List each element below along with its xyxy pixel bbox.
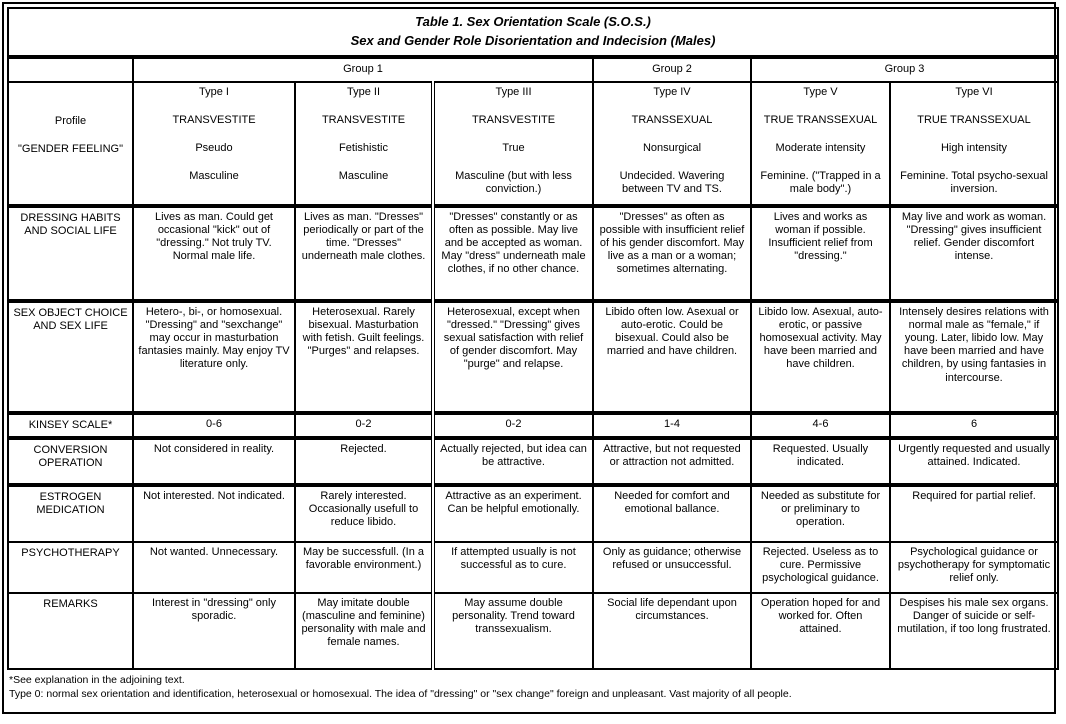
type-number: Type IV (653, 85, 691, 98)
type-name: TRUE TRANSSEXUAL (917, 113, 1031, 126)
table-cell: 4-6 (751, 413, 890, 438)
type-feeling: Undecided. Wavering between TV and TS. (619, 169, 725, 195)
type-header-4 (593, 82, 751, 206)
type-subtype: Moderate intensity (775, 141, 866, 154)
table-cell: Rejected. (295, 438, 433, 485)
type-number: Type VI (955, 85, 993, 98)
type-number: Type III (495, 85, 532, 98)
table-cell: Requested. Usually indicated. (751, 438, 890, 485)
type-header-2 (295, 82, 433, 206)
table-cell: Not interested. Not indicated. (133, 485, 295, 542)
type-name: TRANSVESTITE (471, 113, 556, 126)
table-cell: Libido often low. Asexual or auto-erotic. Could be bisexual. Could also be married and have children. (593, 301, 751, 413)
row-estrogen-medication (8, 485, 1058, 542)
group-header-group3: Group 3 (751, 57, 1058, 82)
footnote-line2: Type 0: normal sex orientation and identification, heterosexual or homosexual. The idea of "dressing" or "sex change" foreign and unpleasant. Vast majority of all people. (9, 687, 792, 700)
table-cell: Despises his male sex organs. Danger of suicide or self-mutilation, if too long frustrated. (890, 593, 1058, 669)
table-cell: Intensely desires relations with normal male as "female," if young. Later, libido low. May have been married and have children, by using fantasies in intercourse. (890, 301, 1058, 413)
type-name: TRANSVESTITE (321, 113, 406, 126)
table-cell: 0-2 (295, 413, 433, 438)
row-conversion-operation (8, 438, 1058, 485)
type-header-5 (751, 82, 890, 206)
group-header-row (8, 57, 1058, 82)
type-subtype: Nonsurgical (642, 141, 702, 154)
footnotes (7, 670, 1051, 701)
table-cell: May live and work as woman. "Dressing" gives insufficient relief. Gender discomfort intense. (890, 206, 1058, 301)
type-feeling: Feminine. ("Trapped in a male body".) (760, 169, 881, 195)
type-feeling: Masculine (338, 169, 389, 182)
type-header-6 (890, 82, 1058, 206)
table-cell: Interest in "dressing" only sporadic. (133, 593, 295, 669)
table-cell: 0-6 (133, 413, 295, 438)
table-cell: 6 (890, 413, 1058, 438)
row-label: REMARKS (8, 593, 133, 669)
table-cell: 1-4 (593, 413, 751, 438)
table-cell: Heterosexual, except when "dressed." "Dressing" gives sexual satisfaction with relief of gender discomfort. May "purge" and relapse. (433, 301, 593, 413)
table-title-line1: Table 1. Sex Orientation Scale (S.O.S.) (415, 14, 651, 29)
group-header-spacer (8, 57, 133, 82)
table-cell: "Dresses" as often as possible with insufficient relief of his gender discomfort. May live as a man or a woman; sometimes alternating. (593, 206, 751, 301)
row-kinsey-scale (8, 413, 1058, 438)
table-title-line2: Sex and Gender Role Disorientation and Indecision (Males) (350, 32, 716, 48)
type-number: Type II (346, 85, 381, 98)
table-cell: Lives and works as woman if possible. Insufficient relief from "dressing." (751, 206, 890, 301)
type-number: Type V (803, 85, 838, 98)
table-cell: Lives as man. "Dresses" periodically or part of the time. "Dresses" underneath male clothes. (295, 206, 433, 301)
row-dressing-habits (8, 206, 1058, 301)
table-cell: Needed for comfort and emotional ballance. (593, 485, 751, 542)
type-subtype: True (502, 141, 525, 154)
footnote-line1: *See explanation in the adjoining text. (9, 673, 185, 686)
table-cell: Needed as substitute for or preliminary to operation. (751, 485, 890, 542)
row-label: DRESSING HABITS AND SOCIAL LIFE (8, 206, 133, 301)
group-header-group2: Group 2 (593, 57, 751, 82)
profile-row (8, 82, 1058, 206)
table-cell: May assume double personality. Trend toward transsexualism. (433, 593, 593, 669)
profile-label-spacer (13, 87, 128, 115)
table-cell: Attractive, but not requested or attraction not admitted. (593, 438, 751, 485)
table-cell: Operation hoped for and worked for. Often attained. (751, 593, 890, 669)
table-cell: Lives as man. Could get occasional "kick" out of "dressing." Not truly TV. Normal male life. (133, 206, 295, 301)
type-name: TRANSSEXUAL (631, 113, 713, 126)
row-psychotherapy (8, 542, 1058, 593)
row-label: ESTROGEN MEDICATION (8, 485, 133, 542)
row-label: SEX OBJECT CHOICE AND SEX LIFE (8, 301, 133, 413)
table-cell: Rarely interested. Occasionally usefull to reduce libido. (295, 485, 433, 542)
table-cell: Attractive as an experiment. Can be helpful emotionally. (433, 485, 593, 542)
table-cell: Only as guidance; otherwise refused or unsuccessful. (593, 542, 751, 593)
type-header-3 (433, 82, 593, 206)
table-cell: Actually rejected, but idea can be attractive. (433, 438, 593, 485)
table-cell: Psychological guidance or psychotherapy for symptomatic relief only. (890, 542, 1058, 593)
group-header-group1: Group 1 (133, 57, 593, 82)
type-name: TRANSVESTITE (172, 113, 256, 126)
table-cell: Social life dependant upon circumstances. (593, 593, 751, 669)
row-label: KINSEY SCALE* (8, 413, 133, 438)
type-name: TRUE TRANSSEXUAL (763, 113, 878, 126)
row-label: CONVERSION OPERATION (8, 438, 133, 485)
table-cell: If attempted usually is not successful as to cure. (433, 542, 593, 593)
row-label-profile (8, 82, 133, 206)
table-cell: Rejected. Useless as to cure. Permissive psychological guidance. (751, 542, 890, 593)
type-number: Type I (199, 85, 229, 98)
table-cell: Not wanted. Unnecessary. (133, 542, 295, 593)
profile-label-line2: "GENDER FEELING" (18, 142, 123, 155)
row-remarks (8, 593, 1058, 669)
profile-label-line1: Profile (54, 114, 87, 127)
type-subtype: Fetishistic (339, 141, 388, 154)
table-cell: Libido low. Asexual, auto-erotic, or passive homosexual activity. May have been married and have children. (751, 301, 890, 413)
table-cell: May be successfull. (In a favorable environment.) (295, 542, 433, 593)
type-subtype: High intensity (940, 141, 1008, 154)
sos-table (7, 7, 1059, 670)
type-subtype: Pseudo (195, 141, 233, 154)
table-cell: 0-2 (433, 413, 593, 438)
table-cell: Hetero-, bi-, or homosexual. "Dressing" and "sexchange" may occur in masturbation fantasies mainly. May enjoy TV literature only. (133, 301, 295, 413)
type-header-1 (133, 82, 295, 206)
table-title (8, 8, 1058, 57)
row-sex-object (8, 301, 1058, 413)
table-cell: Urgently requested and usually attained. Indicated. (890, 438, 1058, 485)
table-cell: "Dresses" constantly or as often as possible. May live and be accepted as woman. May "dress" underneath male clothes, if no other chance. (433, 206, 593, 301)
table-cell: May imitate double (masculine and feminine) personality with male and female names. (295, 593, 433, 669)
type-feeling: Masculine (but with less conviction.) (455, 169, 572, 195)
table-cell: Not considered in reality. (133, 438, 295, 485)
row-label: PSYCHOTHERAPY (8, 542, 133, 593)
page-frame (2, 2, 1056, 714)
type-feeling: Masculine (189, 169, 239, 182)
type-feeling: Feminine. Total psycho-sexual inversion. (900, 169, 1048, 195)
table-cell: Required for partial relief. (890, 485, 1058, 542)
title-row (8, 8, 1058, 57)
table-cell: Heterosexual. Rarely bisexual. Masturbation with fetish. Guilt feelings. "Purges" and relapses. (295, 301, 433, 413)
